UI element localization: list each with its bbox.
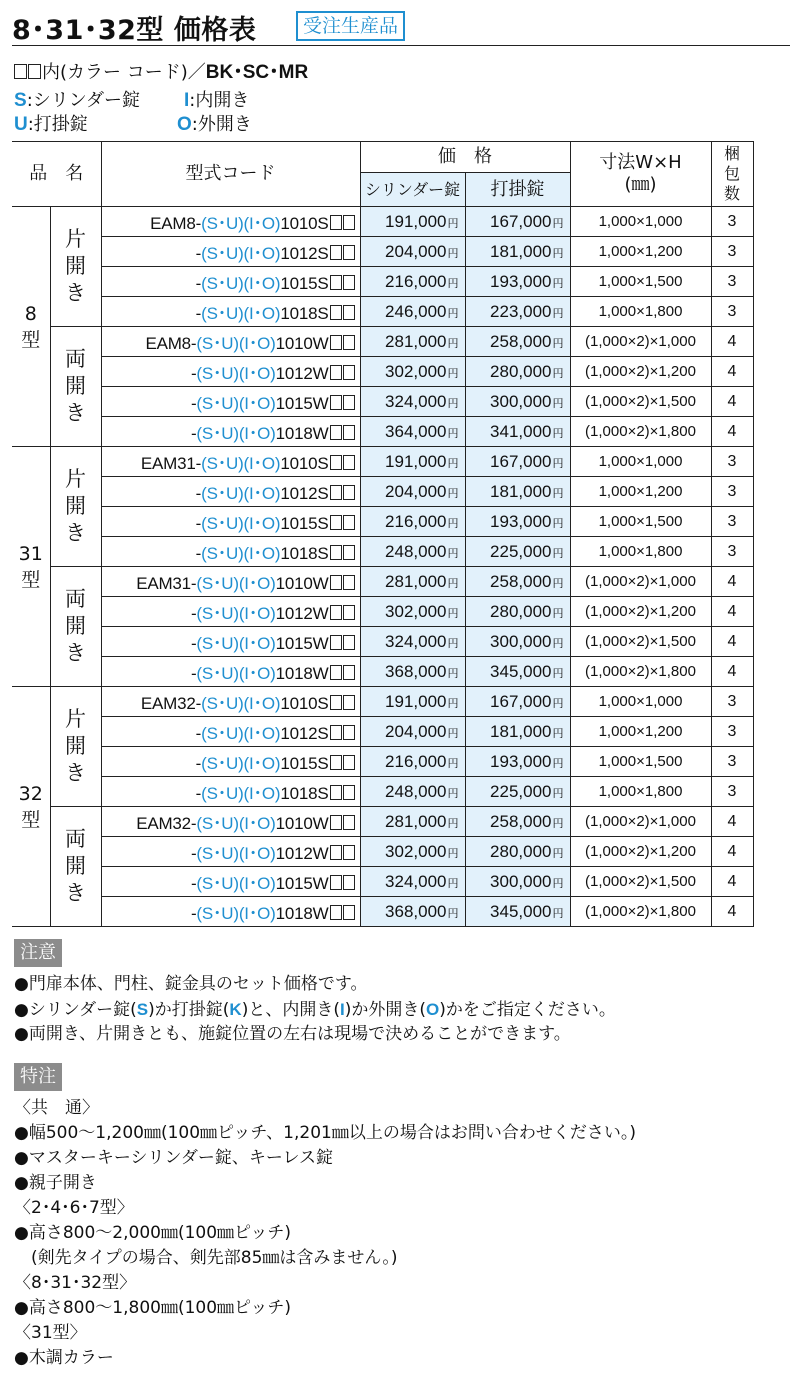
special-line: 〈共 通〉 (14, 1098, 99, 1118)
code-box-icon (330, 245, 342, 260)
dimension-value: 1,000×1,500 (570, 507, 711, 537)
code-box-icon (330, 635, 342, 650)
table-row (12, 537, 753, 567)
model-code: EAM31-(S･U)(I･O)1010S (101, 447, 360, 477)
dimension-value: (1,000×2)×1,500 (570, 387, 711, 417)
model-group-label: 32 型 (12, 687, 50, 927)
dimension-value: (1,000×2)×1,000 (570, 567, 711, 597)
table-row (12, 327, 753, 357)
dimension-value: 1,000×1,500 (570, 747, 711, 777)
table-row (12, 717, 753, 747)
table-row (12, 417, 753, 447)
title-divider (12, 45, 790, 46)
dimension-value: (1,000×2)×1,200 (570, 597, 711, 627)
model-code: -(S･U)(I･O)1018S (101, 297, 360, 327)
dimension-value: 1,000×1,200 (570, 717, 711, 747)
table-row (12, 627, 753, 657)
price-cylinder: 281,000円 (360, 567, 465, 597)
code-box-icon (28, 64, 41, 79)
dimension-value: (1,000×2)×1,200 (570, 357, 711, 387)
pack-count: 4 (711, 897, 753, 927)
special-line: (剣先タイプの場合、剣先部85㎜は含みません。) (14, 1248, 398, 1268)
price-cylinder: 204,000円 (360, 237, 465, 267)
table-row (12, 567, 753, 597)
price-cylinder: 204,000円 (360, 717, 465, 747)
model-group-label: 8 型 (12, 207, 50, 447)
table-row (12, 207, 753, 237)
model-code: -(S･U)(I･O)1012S (101, 477, 360, 507)
table-row (12, 237, 753, 267)
model-code: -(S･U)(I･O)1015S (101, 267, 360, 297)
dimension-value: (1,000×2)×1,500 (570, 867, 711, 897)
dimension-value: 1,000×1,000 (570, 207, 711, 237)
code-box-icon (343, 695, 355, 710)
model-code: -(S･U)(I･O)1015W (101, 627, 360, 657)
price-latch: 181,000円 (465, 237, 570, 267)
code-box-icon (343, 485, 355, 500)
table-row (12, 267, 753, 297)
code-box-icon (330, 365, 342, 380)
price-latch: 258,000円 (465, 567, 570, 597)
opening-type-label: 片 開 き (50, 447, 101, 567)
code-box-icon (330, 485, 342, 500)
price-cylinder: 191,000円 (360, 447, 465, 477)
code-box-icon (343, 395, 355, 410)
pack-count: 4 (711, 417, 753, 447)
price-cylinder: 302,000円 (360, 837, 465, 867)
price-latch: 280,000円 (465, 837, 570, 867)
table-row (12, 657, 753, 687)
table-row (12, 897, 753, 927)
legend-o: O:外開き (177, 114, 252, 135)
pack-count: 3 (711, 477, 753, 507)
price-latch: 258,000円 (465, 327, 570, 357)
caution-line-2: ●シリンダー錠(S)か打掛錠(K)と、内開き(I)か外開き(O)かをご指定ください。 (14, 1000, 616, 1020)
made-to-order-badge: 受注生産品 (296, 11, 405, 41)
code-box-icon (330, 275, 342, 290)
model-code: EAM8-(S･U)(I･O)1010W (101, 327, 360, 357)
price-cylinder: 281,000円 (360, 327, 465, 357)
code-box-icon (14, 64, 27, 79)
price-latch: 300,000円 (465, 867, 570, 897)
dimension-value: (1,000×2)×1,000 (570, 807, 711, 837)
model-code: EAM32-(S･U)(I･O)1010S (101, 687, 360, 717)
special-line: ●マスターキーシリンダー錠、キーレス錠 (14, 1148, 333, 1168)
table-row (12, 447, 753, 477)
code-box-icon (330, 695, 342, 710)
price-cylinder: 204,000円 (360, 477, 465, 507)
code-box-icon (343, 725, 355, 740)
model-code: EAM8-(S･U)(I･O)1010S (101, 207, 360, 237)
code-box-icon (343, 545, 355, 560)
code-box-icon (330, 755, 342, 770)
pack-count: 3 (711, 447, 753, 477)
caution-label: 注意 (14, 939, 62, 967)
code-box-icon (330, 815, 342, 830)
code-box-icon (343, 875, 355, 890)
model-code: -(S･U)(I･O)1018W (101, 657, 360, 687)
dimension-value: 1,000×1,500 (570, 267, 711, 297)
pack-count: 3 (711, 507, 753, 537)
price-latch: 167,000円 (465, 447, 570, 477)
table-row (12, 357, 753, 387)
model-code: EAM32-(S･U)(I･O)1010W (101, 807, 360, 837)
price-cylinder: 324,000円 (360, 387, 465, 417)
legend-s: S:シリンダー錠 (14, 90, 141, 111)
price-cylinder: 324,000円 (360, 867, 465, 897)
price-cylinder: 191,000円 (360, 687, 465, 717)
code-box-icon (343, 605, 355, 620)
price-latch: 280,000円 (465, 357, 570, 387)
model-code: -(S･U)(I･O)1012S (101, 237, 360, 267)
dimension-value: (1,000×2)×1,800 (570, 897, 711, 927)
price-latch: 181,000円 (465, 717, 570, 747)
model-code: -(S･U)(I･O)1012W (101, 357, 360, 387)
code-box-icon (343, 305, 355, 320)
price-cylinder: 216,000円 (360, 267, 465, 297)
header-latch: 打掛錠 (465, 173, 570, 207)
opening-type-label: 両 開 き (50, 807, 101, 927)
model-code: -(S･U)(I･O)1015S (101, 747, 360, 777)
code-box-icon (343, 365, 355, 380)
table-row (12, 687, 753, 717)
price-latch: 167,000円 (465, 207, 570, 237)
price-cylinder: 248,000円 (360, 537, 465, 567)
price-table (12, 141, 754, 927)
model-code: -(S･U)(I･O)1015S (101, 507, 360, 537)
header-code: 型式コード (101, 142, 360, 207)
special-line: ●幅500～1,200㎜(100㎜ピッチ、1,201㎜以上の場合はお問い合わせください。) (14, 1123, 636, 1143)
code-box-icon (330, 515, 342, 530)
pack-count: 4 (711, 807, 753, 837)
table-row (12, 867, 753, 897)
header-pack: 梱包数 (711, 142, 753, 207)
code-box-icon (343, 845, 355, 860)
header-cylinder: シリンダー錠 (360, 173, 465, 207)
price-cylinder: 368,000円 (360, 897, 465, 927)
model-code: EAM31-(S･U)(I･O)1010W (101, 567, 360, 597)
price-latch: 258,000円 (465, 807, 570, 837)
pack-count: 3 (711, 777, 753, 807)
pack-count: 4 (711, 597, 753, 627)
code-box-icon (330, 785, 342, 800)
dimension-value: 1,000×1,000 (570, 687, 711, 717)
special-line: ●高さ800～2,000㎜(100㎜ピッチ) (14, 1223, 291, 1243)
header-size: 寸法W×H (㎜) (570, 142, 711, 207)
pack-count: 4 (711, 837, 753, 867)
dimension-value: 1,000×1,200 (570, 477, 711, 507)
code-box-icon (343, 905, 355, 920)
table-row (12, 507, 753, 537)
dimension-value: (1,000×2)×1,800 (570, 417, 711, 447)
price-cylinder: 281,000円 (360, 807, 465, 837)
pack-count: 4 (711, 327, 753, 357)
price-latch: 345,000円 (465, 657, 570, 687)
table-row (12, 387, 753, 417)
opening-type-label: 両 開 き (50, 327, 101, 447)
pack-count: 4 (711, 867, 753, 897)
price-cylinder: 324,000円 (360, 627, 465, 657)
price-cylinder: 216,000円 (360, 747, 465, 777)
price-latch: 181,000円 (465, 477, 570, 507)
price-cylinder: 191,000円 (360, 207, 465, 237)
model-code: -(S･U)(I･O)1015W (101, 387, 360, 417)
special-order-list (14, 1096, 636, 1371)
code-box-icon (330, 305, 342, 320)
special-line: 〈31型〉 (14, 1323, 87, 1343)
page-title: 8･31･32型 価格表 (12, 15, 257, 46)
price-cylinder: 216,000円 (360, 507, 465, 537)
color-code-line (14, 57, 308, 84)
price-latch: 225,000円 (465, 777, 570, 807)
code-box-icon (343, 335, 355, 350)
dimension-value: (1,000×2)×1,800 (570, 657, 711, 687)
pack-count: 3 (711, 747, 753, 777)
code-box-icon (330, 845, 342, 860)
code-box-icon (343, 665, 355, 680)
table-row (12, 747, 753, 777)
dimension-value: (1,000×2)×1,200 (570, 837, 711, 867)
opening-type-label: 片 開 き (50, 687, 101, 807)
code-box-icon (330, 575, 342, 590)
price-latch: 223,000円 (465, 297, 570, 327)
code-box-icon (343, 275, 355, 290)
price-latch: 345,000円 (465, 897, 570, 927)
price-latch: 167,000円 (465, 687, 570, 717)
special-line: 〈8･31･32型〉 (14, 1273, 137, 1293)
legend-u: U:打掛錠 (14, 114, 88, 135)
code-box-icon (330, 215, 342, 230)
model-code: -(S･U)(I･O)1015W (101, 867, 360, 897)
code-box-icon (343, 515, 355, 530)
price-cylinder: 248,000円 (360, 777, 465, 807)
dimension-value: (1,000×2)×1,500 (570, 627, 711, 657)
dimension-value: (1,000×2)×1,000 (570, 327, 711, 357)
dimension-value: 1,000×1,000 (570, 447, 711, 477)
model-code: -(S･U)(I･O)1012S (101, 717, 360, 747)
pack-count: 4 (711, 627, 753, 657)
code-box-icon (330, 875, 342, 890)
code-box-icon (343, 245, 355, 260)
model-group-label: 31 型 (12, 447, 50, 687)
pack-count: 3 (711, 267, 753, 297)
special-order-label: 特注 (14, 1063, 62, 1091)
code-box-icon (330, 425, 342, 440)
header-price: 価 格 (360, 142, 570, 173)
special-line: ●高さ800～1,800㎜(100㎜ピッチ) (14, 1298, 291, 1318)
pack-count: 4 (711, 657, 753, 687)
pack-count: 4 (711, 567, 753, 597)
price-cylinder: 368,000円 (360, 657, 465, 687)
special-line: ●木調カラー (14, 1348, 114, 1368)
code-box-icon (343, 215, 355, 230)
caution-line-3: ●両開き、片開きとも、施錠位置の左右は現場で決めることができます。 (14, 1024, 571, 1044)
price-cylinder: 302,000円 (360, 597, 465, 627)
model-code: -(S･U)(I･O)1012W (101, 597, 360, 627)
price-latch: 341,000円 (465, 417, 570, 447)
code-box-icon (343, 785, 355, 800)
model-code: -(S･U)(I･O)1018S (101, 537, 360, 567)
model-code: -(S･U)(I･O)1018W (101, 417, 360, 447)
pack-count: 3 (711, 237, 753, 267)
price-latch: 300,000円 (465, 387, 570, 417)
special-line: ●親子開き (14, 1173, 97, 1193)
code-box-icon (343, 635, 355, 650)
dimension-value: 1,000×1,200 (570, 237, 711, 267)
pack-count: 3 (711, 207, 753, 237)
color-code-prefix: 内(カラー コード)／ (42, 62, 206, 83)
model-code: -(S･U)(I･O)1018W (101, 897, 360, 927)
price-table-body (12, 207, 753, 927)
price-latch: 193,000円 (465, 507, 570, 537)
code-box-icon (343, 815, 355, 830)
opening-type-label: 両 開 き (50, 567, 101, 687)
code-box-icon (343, 575, 355, 590)
code-box-icon (343, 755, 355, 770)
code-box-icon (330, 335, 342, 350)
pack-count: 4 (711, 387, 753, 417)
pack-count: 3 (711, 537, 753, 567)
caution-line-1: ●門扉本体、門柱、錠金具のセット価格です。 (14, 974, 368, 994)
header-name: 品 名 (12, 142, 101, 207)
legend-i: I:内開き (184, 90, 250, 111)
code-box-icon (330, 665, 342, 680)
code-box-icon (330, 725, 342, 740)
price-latch: 193,000円 (465, 267, 570, 297)
pack-count: 3 (711, 297, 753, 327)
model-code: -(S･U)(I･O)1012W (101, 837, 360, 867)
price-latch: 300,000円 (465, 627, 570, 657)
table-row (12, 297, 753, 327)
code-box-icon (330, 455, 342, 470)
pack-count: 4 (711, 357, 753, 387)
price-cylinder: 246,000円 (360, 297, 465, 327)
table-row (12, 807, 753, 837)
code-box-icon (330, 395, 342, 410)
table-row (12, 777, 753, 807)
price-cylinder: 302,000円 (360, 357, 465, 387)
dimension-value: 1,000×1,800 (570, 537, 711, 567)
opening-type-label: 片 開 き (50, 207, 101, 327)
pack-count: 3 (711, 717, 753, 747)
price-latch: 225,000円 (465, 537, 570, 567)
price-latch: 193,000円 (465, 747, 570, 777)
code-box-icon (330, 905, 342, 920)
code-box-icon (343, 425, 355, 440)
table-row (12, 837, 753, 867)
model-code: -(S･U)(I･O)1018S (101, 777, 360, 807)
code-box-icon (343, 455, 355, 470)
price-cylinder: 364,000円 (360, 417, 465, 447)
price-latch: 280,000円 (465, 597, 570, 627)
code-box-icon (330, 545, 342, 560)
pack-count: 3 (711, 687, 753, 717)
dimension-value: 1,000×1,800 (570, 777, 711, 807)
color-codes: BK･SC･MR (205, 62, 309, 83)
code-box-icon (330, 605, 342, 620)
table-row (12, 597, 753, 627)
dimension-value: 1,000×1,800 (570, 297, 711, 327)
special-line: 〈2･4･6･7型〉 (14, 1198, 134, 1218)
table-row (12, 477, 753, 507)
